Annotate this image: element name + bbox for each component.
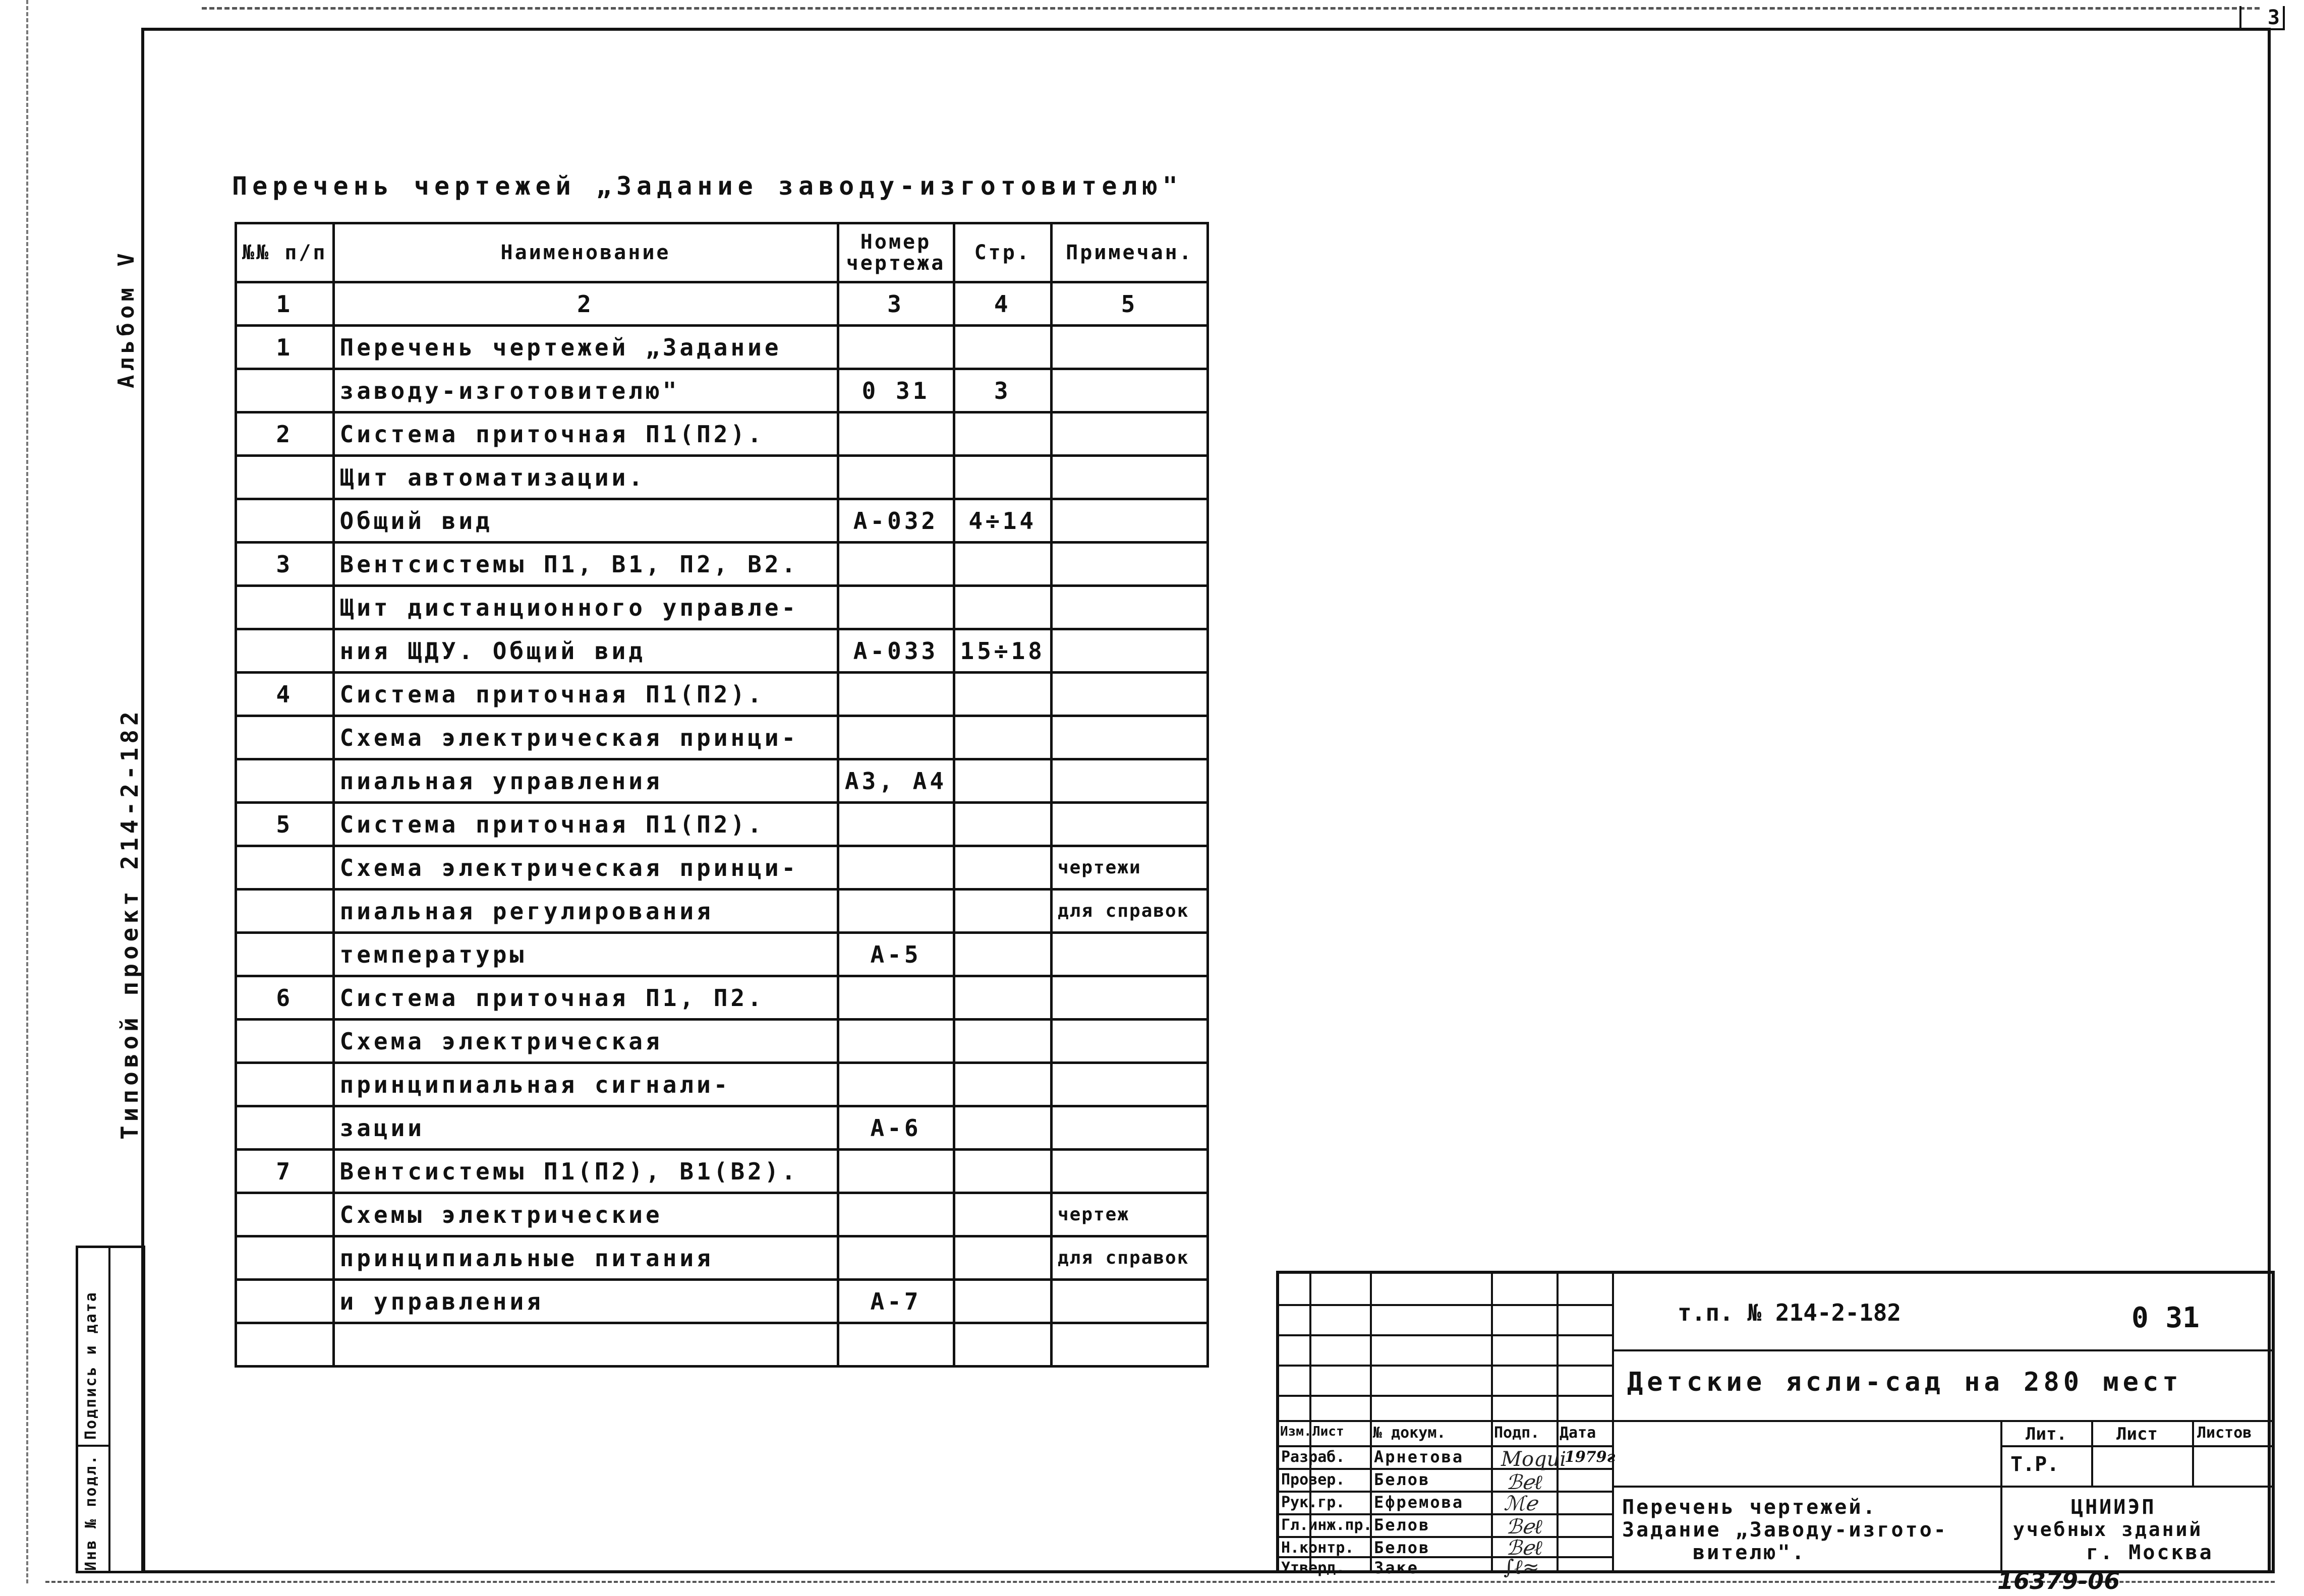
row-number <box>236 1193 334 1236</box>
table-row <box>236 543 1208 586</box>
signature-1: Moqui <box>1501 1448 1567 1471</box>
row-page <box>954 1063 1051 1106</box>
row-number <box>236 1020 334 1063</box>
table-row <box>236 412 1208 456</box>
row-number <box>236 586 334 629</box>
row-number: 7 <box>236 1150 334 1193</box>
role-label: Рук.гр. <box>1281 1494 1345 1511</box>
row-note <box>1051 326 1207 369</box>
sheet-code: 0 31 <box>2132 1302 2200 1334</box>
row-note <box>1051 369 1207 412</box>
table-row <box>236 846 1208 890</box>
row-note <box>1051 543 1207 586</box>
row-drawing-number <box>838 456 954 499</box>
row-number <box>236 369 334 412</box>
row-drawing-number: А3, А4 <box>838 759 954 803</box>
row-note <box>1051 803 1207 846</box>
row-drawing-number: 0 31 <box>838 369 954 412</box>
row-page <box>954 412 1051 456</box>
row-page <box>954 673 1051 716</box>
row-drawing-number: А-5 <box>838 933 954 976</box>
table-row <box>236 456 1208 499</box>
row-number: 6 <box>236 976 334 1020</box>
role-label: Разраб. <box>1281 1448 1345 1466</box>
row-drawing-number: А-032 <box>838 499 954 543</box>
row-number: 5 <box>236 803 334 846</box>
row-drawing-number <box>838 326 954 369</box>
row-drawing-number <box>838 1063 954 1106</box>
row-drawing-number <box>838 846 954 890</box>
table-row <box>236 673 1208 716</box>
row-drawing-number <box>838 673 954 716</box>
table-header-row <box>236 223 1208 282</box>
row-name: Общий вид <box>333 499 838 543</box>
stage-label: Лит. <box>2026 1424 2067 1444</box>
doc-title-1: Перечень чертежей. <box>1622 1496 1877 1519</box>
row-page <box>954 586 1051 629</box>
side-project-label: Типовой проект 214-2-182 <box>116 707 143 1140</box>
signature-2: ℬℯℓ <box>1506 1471 1542 1494</box>
table-row <box>236 1323 1208 1367</box>
left-dashed-border <box>26 0 28 1583</box>
signature-3: ℳℯ <box>1504 1492 1537 1515</box>
col-doc: № докум. <box>1373 1424 1446 1442</box>
row-name: Система приточная П1, П2. <box>333 976 838 1020</box>
row-number <box>236 1280 334 1323</box>
table-row <box>236 716 1208 759</box>
header-note: Примечан. <box>1051 223 1207 282</box>
row-page <box>954 1106 1051 1150</box>
row-name: ния ЩДУ. Общий вид <box>333 629 838 673</box>
role-label: Провер. <box>1281 1471 1345 1489</box>
row-note <box>1051 1280 1207 1323</box>
role-label: Утверд. <box>1281 1559 1345 1577</box>
row-name: Система приточная П1(П2). <box>333 673 838 716</box>
table-row <box>236 369 1208 412</box>
row-number: 3 <box>236 543 334 586</box>
row-note <box>1051 1150 1207 1193</box>
doc-title-2: Задание „Заводу-изгото- <box>1622 1518 1948 1542</box>
row-drawing-number <box>838 803 954 846</box>
col-date: Дата <box>1560 1424 1596 1442</box>
role-person: Ефремова <box>1374 1493 1464 1512</box>
bottom-dashed-border <box>45 1581 2275 1583</box>
row-name: Система приточная П1(П2). <box>333 412 838 456</box>
row-page <box>954 1323 1051 1367</box>
col-number: 1 <box>236 282 334 326</box>
row-drawing-number <box>838 412 954 456</box>
org-2: учебных зданий <box>2013 1518 2203 1541</box>
row-drawing-number: А-6 <box>838 1106 954 1150</box>
row-page <box>954 846 1051 890</box>
row-drawing-number <box>838 586 954 629</box>
row-drawing-number <box>838 1323 954 1367</box>
row-drawing-number <box>838 976 954 1020</box>
row-page <box>954 759 1051 803</box>
role-date: 1979г <box>1565 1448 1616 1466</box>
row-number <box>236 456 334 499</box>
row-page <box>954 803 1051 846</box>
row-page: 15÷18 <box>954 629 1051 673</box>
row-name: заводу-изготовителю" <box>333 369 838 412</box>
row-name <box>333 1323 838 1367</box>
col-change: Изм. <box>1280 1424 1312 1439</box>
row-page <box>954 1193 1051 1236</box>
row-page <box>954 1236 1051 1280</box>
row-page <box>954 1020 1051 1063</box>
row-note: чертежи <box>1051 846 1207 890</box>
row-note: чертеж <box>1051 1193 1207 1236</box>
row-number <box>236 1106 334 1150</box>
table-row <box>236 1280 1208 1323</box>
row-note <box>1051 412 1207 456</box>
row-note <box>1051 629 1207 673</box>
side-approval-stamp <box>76 1246 145 1573</box>
row-name: принципиальная сигнали- <box>333 1063 838 1106</box>
table-row <box>236 1020 1208 1063</box>
page-heading: Перечень чертежей „Задание заводу-изготовителю" <box>232 171 1183 201</box>
row-note <box>1051 1063 1207 1106</box>
row-page: 4÷14 <box>954 499 1051 543</box>
row-name: пиальная управления <box>333 759 838 803</box>
row-name: Вентсистемы П1, В1, П2, В2. <box>333 543 838 586</box>
row-drawing-number <box>838 716 954 759</box>
col-number: 3 <box>838 282 954 326</box>
table-row <box>236 586 1208 629</box>
row-name: и управления <box>333 1280 838 1323</box>
table-row <box>236 759 1208 803</box>
row-number: 4 <box>236 673 334 716</box>
stage-value: Т.Р. <box>2010 1453 2059 1476</box>
row-name: температуры <box>333 933 838 976</box>
signature-6: ∫ℓ≈ <box>1504 1556 1540 1579</box>
title-block <box>1276 1271 2275 1579</box>
row-note <box>1051 1106 1207 1150</box>
row-number <box>236 1323 334 1367</box>
header-page: Стр. <box>954 223 1051 282</box>
row-page <box>954 1280 1051 1323</box>
row-page: 3 <box>954 369 1051 412</box>
header-drawing: Номер чертежа <box>838 223 954 282</box>
row-name: Перечень чертежей „Задание <box>333 326 838 369</box>
row-note <box>1051 673 1207 716</box>
table-row <box>236 1063 1208 1106</box>
table-row <box>236 499 1208 543</box>
col-sheet: Лист <box>1312 1424 1344 1439</box>
org-1: ЦНИИЭП <box>2071 1496 2156 1519</box>
row-note <box>1051 716 1207 759</box>
org-3: г. Москва <box>2086 1541 2214 1564</box>
row-number: 2 <box>236 412 334 456</box>
row-number <box>236 499 334 543</box>
row-number <box>236 1063 334 1106</box>
row-drawing-number <box>838 1020 954 1063</box>
row-note: для справок <box>1051 890 1207 933</box>
table-row <box>236 1236 1208 1280</box>
row-drawing-number <box>838 543 954 586</box>
sheet-corner-number: 3 <box>2239 6 2285 30</box>
row-number <box>236 933 334 976</box>
table-row <box>236 976 1208 1020</box>
row-number <box>236 629 334 673</box>
row-number <box>236 890 334 933</box>
row-drawing-number: А-7 <box>838 1280 954 1323</box>
row-drawing-number: А-033 <box>838 629 954 673</box>
row-name: Вентсистемы П1(П2), В1(В2). <box>333 1150 838 1193</box>
row-number <box>236 716 334 759</box>
role-person: Белов <box>1374 1538 1430 1557</box>
row-drawing-number <box>838 890 954 933</box>
table-row <box>236 1193 1208 1236</box>
role-label: Гл.инж.пр. <box>1281 1516 1372 1534</box>
row-page <box>954 456 1051 499</box>
table-row <box>236 1150 1208 1193</box>
row-name: Схема электрическая принци- <box>333 716 838 759</box>
row-name: Схема электрическая <box>333 1020 838 1063</box>
row-name: Схема электрическая принци- <box>333 846 838 890</box>
role-person: Белов <box>1374 1515 1430 1534</box>
table-row <box>236 933 1208 976</box>
role-person: Арнетова <box>1374 1447 1464 1466</box>
col-number: 4 <box>954 282 1051 326</box>
object-name: Детские ясли-сад на 280 мест <box>1627 1367 2182 1397</box>
row-number <box>236 1236 334 1280</box>
row-note <box>1051 499 1207 543</box>
signature-4: ℬℯℓ <box>1506 1515 1542 1539</box>
table-row <box>236 890 1208 933</box>
role-person: Белов <box>1374 1470 1430 1489</box>
row-note <box>1051 976 1207 1020</box>
project-number: т.п. № 214-2-182 <box>1678 1299 1902 1326</box>
role-person: Заке <box>1374 1558 1419 1577</box>
doc-title-3: вителю". <box>1693 1541 1806 1564</box>
row-name: зации <box>333 1106 838 1150</box>
row-name: Щит автоматизации. <box>333 456 838 499</box>
signature-5: ℬℯℓ <box>1506 1536 1542 1560</box>
row-number: 1 <box>236 326 334 369</box>
table-row <box>236 326 1208 369</box>
row-note <box>1051 933 1207 976</box>
row-drawing-number <box>838 1193 954 1236</box>
album-label: Альбом V <box>113 249 139 388</box>
row-note <box>1051 1020 1207 1063</box>
row-drawing-number <box>838 1150 954 1193</box>
row-note <box>1051 759 1207 803</box>
col-number: 5 <box>1051 282 1207 326</box>
row-page <box>954 976 1051 1020</box>
row-name: Система приточная П1(П2). <box>333 803 838 846</box>
sheet-label: Лист <box>2116 1424 2158 1444</box>
archive-number: 16379-06 <box>1997 1567 2120 1594</box>
row-page <box>954 543 1051 586</box>
row-page <box>954 933 1051 976</box>
row-name: пиальная регулирования <box>333 890 838 933</box>
row-number <box>236 759 334 803</box>
column-number-row <box>236 282 1208 326</box>
row-page <box>954 1150 1051 1193</box>
row-page <box>954 716 1051 759</box>
row-name: принципиальные питания <box>333 1236 838 1280</box>
table-row <box>236 803 1208 846</box>
row-name: Схемы электрические <box>333 1193 838 1236</box>
header-num: №№ п/п <box>236 223 334 282</box>
role-label: Н.контр. <box>1281 1539 1354 1557</box>
row-note <box>1051 1323 1207 1367</box>
header-name: Наименование <box>333 223 838 282</box>
top-dashed-border <box>202 7 2260 10</box>
row-name: Щит дистанционного управле- <box>333 586 838 629</box>
col-number: 2 <box>333 282 838 326</box>
drawings-list-table <box>235 222 1209 1368</box>
side-stamp-col1: Инв № подл. <box>82 1454 100 1571</box>
side-stamp-col2: Подпись и дата <box>82 1291 100 1440</box>
col-signature: Подп. <box>1494 1424 1540 1442</box>
row-drawing-number <box>838 1236 954 1280</box>
row-number <box>236 846 334 890</box>
row-note <box>1051 456 1207 499</box>
row-page <box>954 890 1051 933</box>
table-row <box>236 1106 1208 1150</box>
row-note: для справок <box>1051 1236 1207 1280</box>
sheets-label: Листов <box>2197 1424 2252 1442</box>
row-note <box>1051 586 1207 629</box>
row-page <box>954 326 1051 369</box>
table-row <box>236 629 1208 673</box>
